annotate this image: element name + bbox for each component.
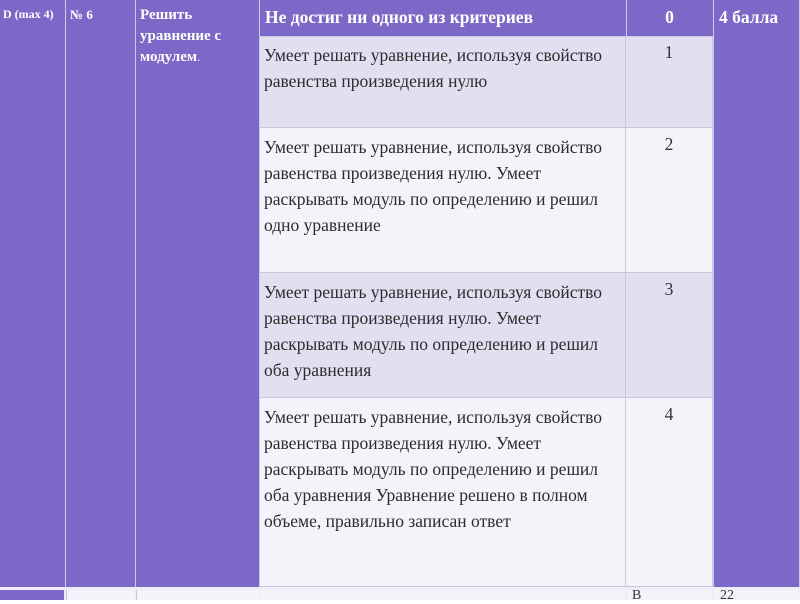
- criterion-text-3: Умеет решать уравнение, используя свойство равенства произведения нулю. Умеет раскрывать модуль по определению и решил оба уравнения: [264, 282, 603, 380]
- column-divider: [626, 0, 627, 36]
- criterion-text-4: Умеет решать уравнение, используя свойство равенства произведения нулю. Умеет раскрывать модуль по определению и решил оба уравнения Уравнение решено в полном объеме, правильно записан ответ: [264, 407, 603, 531]
- points-column: [713, 0, 800, 587]
- criterion-header: Не достиг ни одного из критериев: [265, 7, 534, 27]
- task-number: № 6: [70, 7, 93, 22]
- task-number-cell: [65, 0, 135, 587]
- next-row-cell: [136, 590, 259, 600]
- next-row-cell: [0, 590, 64, 600]
- criterion-text-1: Умеет решать уравнение, используя свойство равенства произведения нулю: [264, 45, 603, 91]
- score-cell-1: [626, 36, 713, 128]
- column-divider: [259, 0, 260, 600]
- task-description-cell: [135, 0, 259, 587]
- task-description-period: .: [197, 50, 201, 64]
- max-points-cell: [713, 0, 800, 36]
- score-header: 0: [665, 7, 674, 27]
- column-divider: [135, 0, 136, 600]
- criterion-row-3: [259, 273, 626, 398]
- criterion-header-cell: [259, 0, 626, 36]
- score-1: 1: [664, 42, 674, 62]
- score-cell-2: [626, 128, 713, 273]
- score-4: 4: [664, 404, 674, 424]
- score-cell-3: [626, 273, 713, 398]
- criterion-row-4: [259, 398, 626, 587]
- next-row-partial-text: В: [632, 588, 642, 603]
- score-2: 2: [664, 134, 674, 154]
- task-description: [135, 0, 259, 68]
- score-header-cell: [626, 0, 713, 36]
- criterion-row-2: [259, 128, 626, 273]
- criterion-text-2: Умеет решать уравнение, используя свойство равенства произведения нулю. Умеет раскрывать модуль по определению и решил одно уравнение: [264, 137, 603, 235]
- next-row-partial-points: 22: [720, 588, 734, 603]
- header-divider: [259, 36, 713, 37]
- max-points: 4 балла: [719, 7, 779, 27]
- score-cell-4: [626, 398, 713, 587]
- criterion-row-1: [259, 36, 626, 128]
- column-divider: [65, 0, 66, 600]
- section-code-cell: [0, 0, 65, 587]
- section-code: D (max 4): [3, 7, 54, 21]
- next-row-cell: [260, 590, 625, 600]
- score-3: 3: [664, 279, 674, 299]
- next-row-cell: [66, 590, 135, 600]
- column-divider: [713, 0, 714, 600]
- task-description-text: Решить уравнение с модулем: [140, 7, 222, 65]
